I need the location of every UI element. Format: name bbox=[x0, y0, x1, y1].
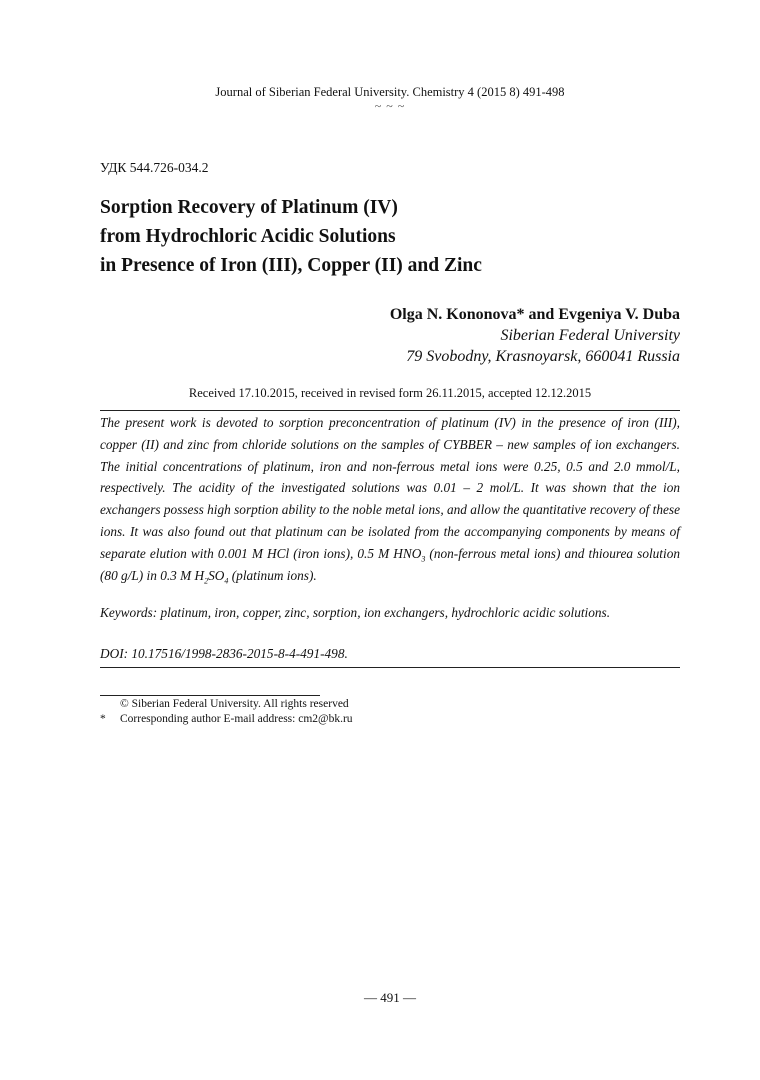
abstract-subscript-2: 2 bbox=[204, 576, 209, 586]
keywords: Keywords: platinum, iron, copper, zinc, sorption, ion exchangers, hydrochloric acidic solutions. bbox=[100, 605, 611, 620]
title-line-3: in Presence of Iron (III), Copper (II) and Zinc bbox=[100, 255, 482, 276]
header-ornament: ~ ~ ~ bbox=[374, 99, 406, 113]
page-number: — 491 — bbox=[364, 990, 416, 1005]
received-dates: Received 17.10.2015, received in revised form 26.11.2015, accepted 12.12.2015 bbox=[188, 386, 592, 400]
author-block bbox=[390, 304, 680, 367]
author-names: Olga N. Kononova* and Evgeniya V. Duba bbox=[389, 306, 680, 323]
footnotes bbox=[100, 697, 353, 727]
abstract-subscript-1: 3 bbox=[421, 554, 426, 564]
abstract-subscript-3: 4 bbox=[224, 576, 229, 586]
doi: DOI: 10.17516/1998-2836-2015-8-4-491-498. bbox=[100, 646, 348, 661]
title-line-2: from Hydrochloric Acidic Solutions bbox=[100, 226, 396, 247]
title-line-1: Sorption Recovery of Platinum (IV) bbox=[100, 197, 398, 218]
abstract-text-4: (platinum ions). bbox=[228, 567, 317, 583]
copyright-footnote bbox=[100, 697, 353, 712]
abstract-text-2: (non-ferrous metal ions) and thiourea solution (80 g/L) in 0.3 M H bbox=[100, 545, 680, 583]
footnote-rule bbox=[100, 695, 320, 696]
abstract-top-rule bbox=[100, 410, 680, 411]
abstract-text-1: The present work is devoted to sorption preconcentration of platinum (IV) in the presence of iron (III), copper (II) and zinc from chloride solutions on the samples of CYBBER – new samples of ion exchangers. The initial concentrations of platinum, iron and non-ferrous metal ions were 0.25, 0.5 and 2.0 mmol/L, respectively. The acidity of the investigated solutions was 0.01 – 2 mol/L. It was shown that the ion exchangers possess high sorption ability to the noble metal ions, and allow the quantitative recovery of these ions. It was also found out that platinum can be isolated from the accompanying components by means of separate elution with 0.001 M HCl (iron ions), 0.5 M HNO bbox=[100, 415, 680, 561]
corresponding-author-footnote bbox=[100, 712, 353, 727]
copyright-text: © Siberian Federal University. All rights reserved bbox=[120, 698, 349, 710]
journal-header: Journal of Siberian Federal University. Chemistry 4 (2015 8) 491-498 bbox=[215, 85, 565, 99]
abstract-text-3: SO bbox=[208, 567, 225, 583]
abstract bbox=[100, 412, 680, 586]
affiliation-institution: Siberian Federal University bbox=[500, 327, 680, 344]
abstract-bottom-rule bbox=[100, 667, 680, 668]
corresponding-author-text: Corresponding author E-mail address: cm2@bk.ru bbox=[120, 713, 353, 725]
footnote-asterisk: * bbox=[100, 713, 106, 725]
paper-title bbox=[100, 193, 660, 280]
affiliation-address: 79 Svobodny, Krasnoyarsk, 660041 Russia bbox=[406, 348, 680, 365]
udc-code: УДК 544.726-034.2 bbox=[100, 160, 209, 175]
